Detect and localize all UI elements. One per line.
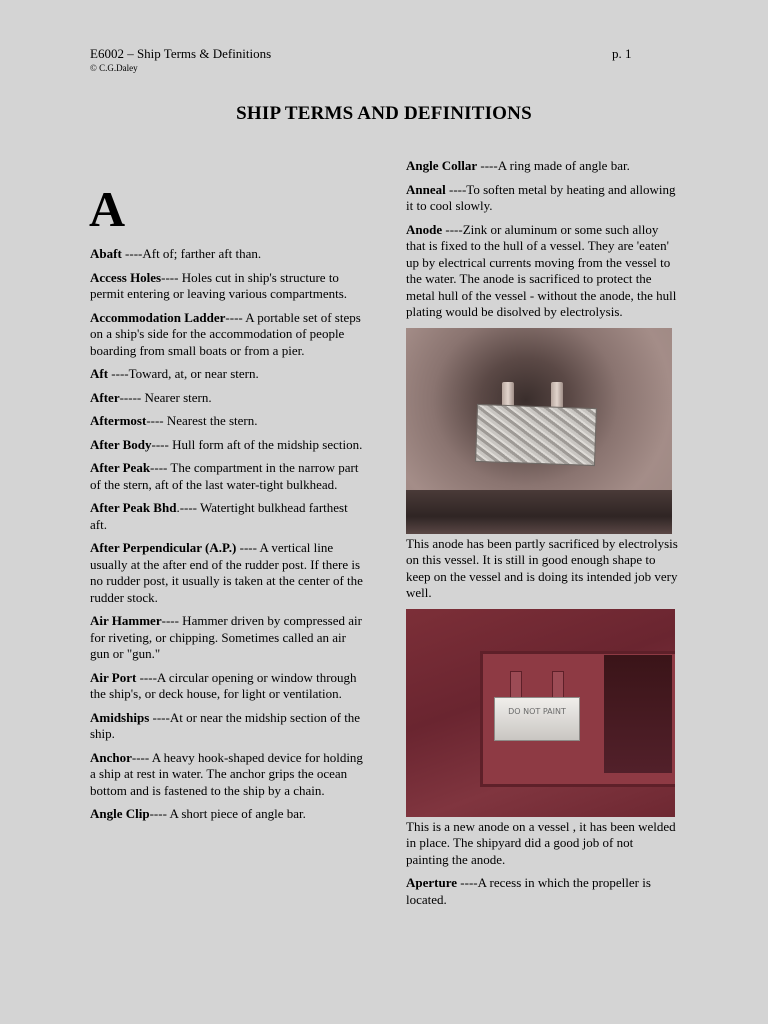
- anode-mount-tab: [551, 382, 563, 410]
- entry-definition: ---- A short piece of angle bar.: [149, 806, 306, 821]
- glossary-entry: [90, 413, 365, 430]
- glossary-entry: [90, 390, 365, 407]
- glossary-entry: [90, 460, 365, 493]
- entry-definition: ---- A heavy hook-shaped device for holding a ship at rest in water. The anchor grips the ocean bottom and is fastened to the ship by a chain.: [90, 749, 363, 798]
- entry-definition: ---- Holes cut in ship's structure to permit entering or leaving various compartments.: [90, 269, 348, 301]
- entry-term: After Peak: [90, 460, 151, 475]
- entry-definition: ---- A vertical line usually at the after end of the rudder post. If there is no rudder post, it usually is taken at the center of the rudder stock.: [90, 540, 363, 605]
- entry-term: Anode: [406, 221, 443, 237]
- glossary-entry: [90, 806, 365, 823]
- frame-opening: [604, 655, 672, 773]
- entry-term: Access Holes: [90, 269, 162, 285]
- entry-term: Air Port: [90, 669, 137, 685]
- entry-definition: ----Toward, at, or near stern.: [108, 366, 259, 381]
- entry-definition: .---- Watertight bulkhead farthest aft.: [90, 500, 348, 532]
- worn-anode-block: [475, 403, 597, 465]
- photo-caption: This is a new anode on a vessel , it has been welded in place. The shipyard did a good job of not painting the anode.: [406, 818, 676, 867]
- page-number: p. 1: [612, 46, 632, 61]
- entry-definition: ----Aft of; farther aft than.: [121, 246, 262, 261]
- glossary-entry: [90, 500, 365, 533]
- glossary-entry: [90, 366, 365, 383]
- photo-caption: This anode has been partly sacrificed by electrolysis on this vessel. It is still in good enough shape to keep on the vessel and is doing its intended job very well.: [406, 535, 678, 600]
- glossary-entry: [90, 710, 365, 743]
- entry-term: Air Hammer: [90, 613, 162, 628]
- entry-term: Amidships: [90, 709, 150, 725]
- entry-definition: ---- Hammer driven by compressed air for riveting, or chipping. Sometimes called an air gun or "gun.": [90, 613, 362, 661]
- entry-definition: ----A recess in which the propeller is located.: [406, 875, 651, 907]
- glossary-entry: [90, 613, 365, 663]
- right-column: [406, 158, 678, 915]
- entry-definition: ---- A portable set of steps on a ship's side for the accommodation of people boarding from small boats or from a pier.: [90, 309, 361, 358]
- glossary-entry: [406, 222, 678, 321]
- page-title: SHIP TERMS AND DEFINITIONS: [236, 103, 532, 124]
- entry-term: Accommodation Ladder: [90, 309, 226, 325]
- section-letter: A: [89, 181, 126, 237]
- entry-term: After Perpendicular (A.P.): [90, 540, 237, 555]
- glossary-entry: [90, 540, 365, 606]
- entry-definition: ---- The compartment in the narrow part of the stern, aft of the last water-tight bulkhead.: [90, 460, 359, 492]
- glossary-entry: [406, 182, 678, 215]
- entry-definition: ---- Nearest the stern.: [146, 413, 258, 428]
- glossary-entry: [406, 875, 678, 908]
- entry-term: Anchor: [90, 749, 132, 765]
- left-column: [90, 246, 365, 830]
- entry-term: After Body: [90, 436, 152, 452]
- entry-term: After: [90, 389, 120, 405]
- new-anode-photo: [406, 609, 675, 817]
- entry-definition: ----At or near the midship section of the ship.: [90, 709, 361, 741]
- glossary-entry: [90, 670, 365, 703]
- glossary-entry: [90, 246, 365, 263]
- entry-term: Angle Clip: [90, 806, 150, 821]
- entry-definition: ---- Hull form aft of the midship section.: [151, 436, 363, 452]
- entry-term: Aftermost: [90, 413, 147, 428]
- entry-term: Anneal: [406, 181, 446, 197]
- entry-definition: ----- Nearer stern.: [119, 389, 212, 405]
- entry-definition: ----To soften metal by heating and allowing it to cool slowly.: [406, 181, 676, 213]
- entry-term: Angle Collar: [406, 158, 478, 173]
- entry-term: Aft: [90, 366, 109, 381]
- entry-term: After Peak Bhd: [90, 500, 177, 515]
- glossary-entry: [406, 158, 678, 175]
- copyright-line: © C.G.Daley: [90, 63, 138, 73]
- glossary-entry: [90, 310, 365, 360]
- glossary-entry: [90, 750, 365, 800]
- entry-definition: ----A ring made of angle bar.: [477, 158, 630, 173]
- hull-seam: [406, 490, 672, 534]
- new-anode-block: DO NOT PAINT: [494, 697, 580, 741]
- entry-definition: ----A circular opening or window through the ship's, or deck house, for light or ventilation.: [90, 669, 357, 701]
- sacrificed-anode-photo: [406, 328, 672, 534]
- glossary-entry: [90, 437, 365, 454]
- entry-term: Abaft: [90, 246, 122, 261]
- entry-definition: ----Zink or aluminum or some such alloy that is fixed to the hull of a vessel. They are 'eaten' up by electrical currents moving from the vessel to the water. The anode is sacrificed to protect the metal hull of the vessel - without the anode, the hull plating would be disolved by electrolysis.: [406, 221, 677, 319]
- glossary-entry: [90, 270, 365, 303]
- entry-term: Aperture: [406, 875, 458, 890]
- course-header: E6002 – Ship Terms & Definitions: [90, 46, 272, 61]
